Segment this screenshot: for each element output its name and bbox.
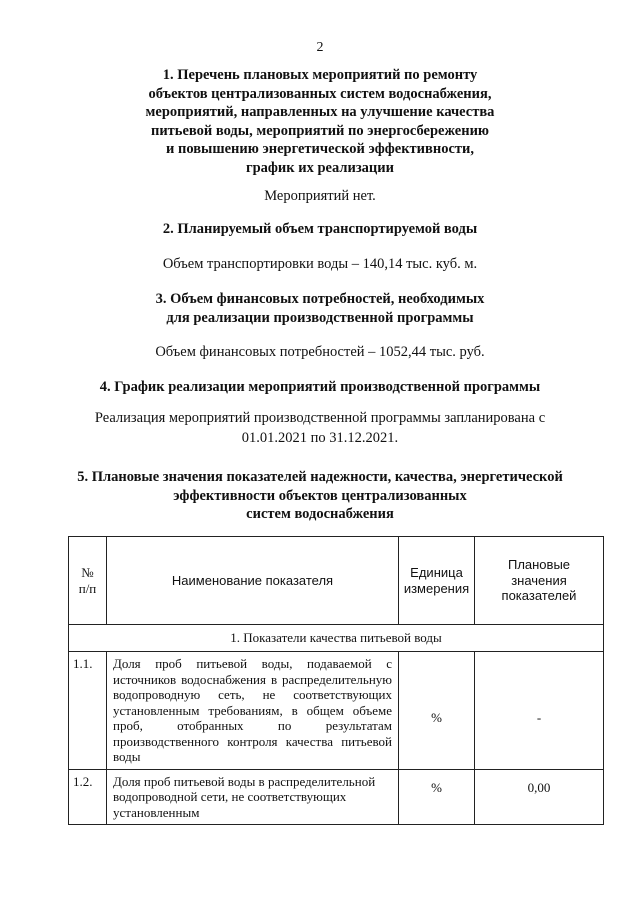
header-unit xyxy=(399,537,475,625)
header-number xyxy=(69,537,107,625)
row-value: 0,00 xyxy=(475,769,604,825)
section-4-text xyxy=(0,408,640,448)
section-1-title-line: объектов централизованных систем водоснабжения, xyxy=(148,85,492,102)
section-4-title xyxy=(0,378,640,397)
row-value: - xyxy=(475,652,604,770)
header-value-line: показателей xyxy=(501,588,577,604)
section-4-title-line: 4. График реализации мероприятий производственной программы xyxy=(99,379,541,395)
row-number: 1.1. xyxy=(69,652,107,770)
section-1-title-line: питьевой воды, мероприятий по энергосбережению xyxy=(150,122,490,139)
indicators-table xyxy=(68,536,604,825)
section-5-title-line: 5. Плановые значения показателей надежности, качества, энергетической xyxy=(77,469,563,485)
header-unit-line: Единица xyxy=(410,565,463,580)
header-unit-line: измерения xyxy=(403,580,470,596)
section-3-title-line: 3. Объем финансовых потребностей, необходимых xyxy=(155,291,485,307)
section-2-text: Объем транспортировки воды – 140,14 тыс. куб. м. xyxy=(162,256,478,272)
table-header-row xyxy=(69,537,604,625)
section-4-text-line: 01.01.2021 по 31.12.2021. xyxy=(241,430,399,446)
section-2-title xyxy=(0,220,640,239)
table-row xyxy=(69,652,604,770)
table-row xyxy=(69,769,604,825)
section-5-title-line: эффективности объектов централизованных xyxy=(173,487,467,504)
section-1-text: Мероприятий нет. xyxy=(264,188,376,204)
row-unit: % xyxy=(399,652,475,770)
header-value xyxy=(475,537,604,625)
row-number: 1.2. xyxy=(69,769,107,825)
table-section-row xyxy=(69,625,604,652)
row-name: Доля проб питьевой воды, подаваемой с источников водоснабжения в распределительную водопроводную сеть, не соответствующих установленным требованиям, в общем объеме проб, отобранных по результатам производственного контроля качества питьевой воды xyxy=(107,652,399,770)
section-3-title xyxy=(0,290,640,327)
section-1-title-line: график их реализации xyxy=(245,159,394,176)
section-1-title-line: 1. Перечень плановых мероприятий по ремонту xyxy=(162,67,478,83)
section-1-title-line: и повышению энергетической эффективности, xyxy=(166,141,474,157)
page-number: 2 xyxy=(316,40,324,55)
section-1-title-line: мероприятий, направленных на улучшение качества xyxy=(145,104,495,120)
header-value-line: значения xyxy=(511,572,567,588)
header-number-line: № xyxy=(81,565,94,580)
section-3-text: Объем финансовых потребностей – 1052,44 тыс. руб. xyxy=(155,344,485,360)
section-4-text-line: Реализация мероприятий производственной программы запланирована с xyxy=(94,410,546,426)
header-value-line: Плановые xyxy=(507,557,571,573)
table-section-title: 1. Показатели качества питьевой воды xyxy=(69,625,604,652)
section-5-title-line: систем водоснабжения xyxy=(246,506,394,522)
section-3-title-line: для реализации производственной программы xyxy=(166,309,474,326)
section-5-title xyxy=(0,468,640,524)
section-1-title xyxy=(0,66,640,177)
header-name: Наименование показателя xyxy=(107,537,399,625)
header-number-line: п/п xyxy=(78,580,97,596)
row-name: Доля проб питьевой воды в распределительной водопроводной сети, не соответствующих установленным xyxy=(107,769,399,825)
row-unit: % xyxy=(399,769,475,825)
section-2-title-line: 2. Планируемый объем транспортируемой воды xyxy=(162,221,478,237)
